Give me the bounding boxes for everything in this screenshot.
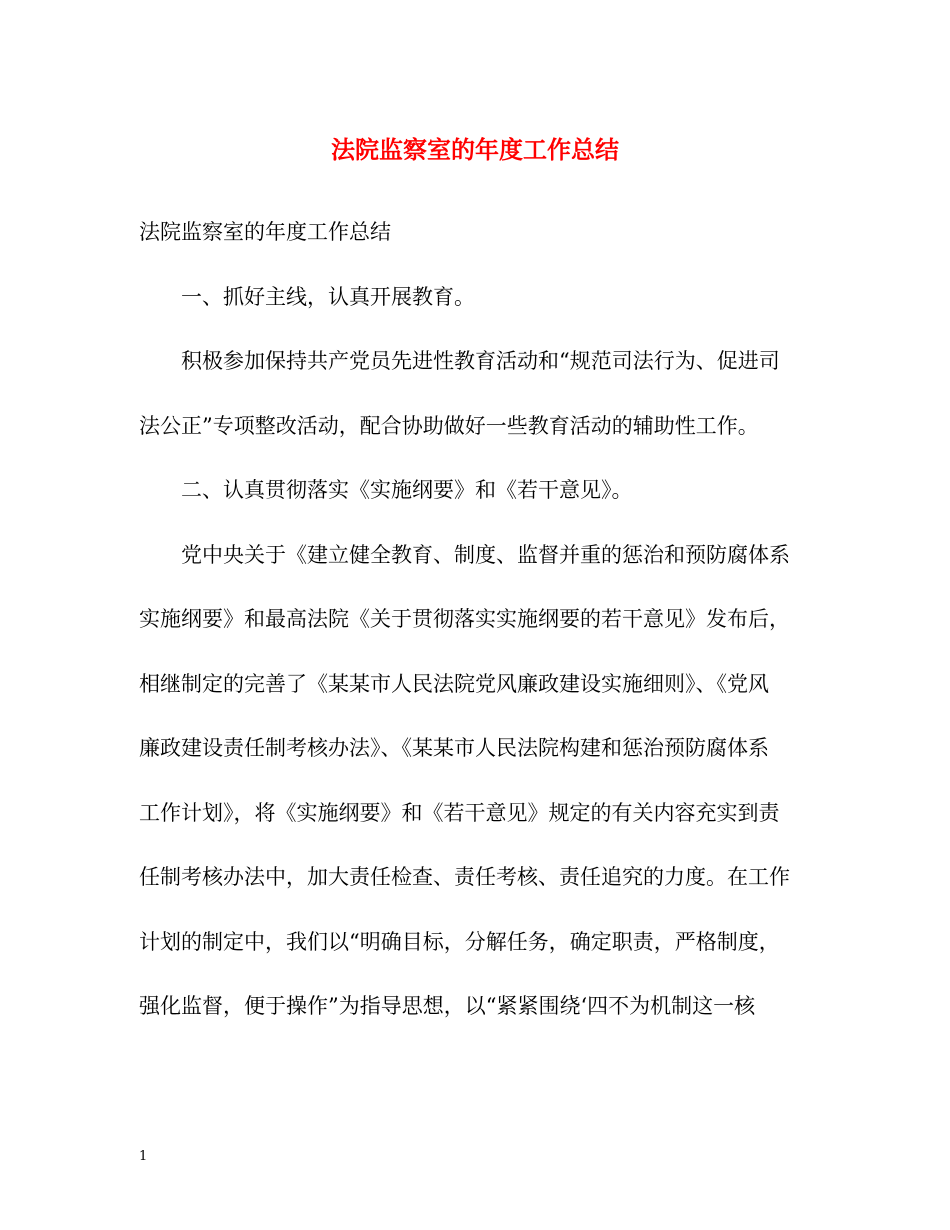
- paragraph-line: 廉政建设责任制考核办法》、《某某市人民法院构建和惩治预防腐体系: [139, 736, 769, 760]
- document-title: 法院监察室的年度工作总结: [331, 135, 619, 164]
- body-heading-line: 法院监察室的年度工作总结: [139, 220, 391, 244]
- paragraph-line: 工作计划》，将《实施纲要》和《若干意见》规定的有关内容充实到责: [139, 801, 780, 825]
- paragraph-line: 强化监督，便于操作”为指导思想，以“紧紧围绕‘四不为机制这一核: [139, 994, 756, 1018]
- section-heading-1: 一、抓好主线，认真开展教育。: [181, 285, 475, 309]
- paragraph-line: 任制考核办法中，加大责任检查、责任考核、责任追究的力度。在工作: [139, 865, 790, 889]
- page-number: 1: [139, 1149, 148, 1164]
- paragraph-line: 法公正”专项整改活动，配合协助做好一些教育活动的辅助性工作。: [139, 414, 759, 438]
- paragraph-line: 党中央关于《建立健全教育、制度、监督并重的惩治和预防腐体系: [181, 543, 790, 567]
- section-heading-2: 二、认真贯彻落实《实施纲要》和《若干意见》。: [181, 478, 633, 502]
- paragraph-line: 相继制定的完善了《某某市人民法院党风廉政建设实施细则》、《党风: [139, 672, 769, 696]
- paragraph-line: 积极参加保持共产党员先进性教育活动和“规范司法行为、促进司: [181, 349, 780, 373]
- paragraph-line: 实施纲要》和最高法院《关于贯彻落实实施纲要的若干意见》发布后，: [139, 607, 790, 631]
- paragraph-line: 计划的制定中，我们以“明确目标，分解任务，确定职责，严格制度，: [139, 930, 780, 954]
